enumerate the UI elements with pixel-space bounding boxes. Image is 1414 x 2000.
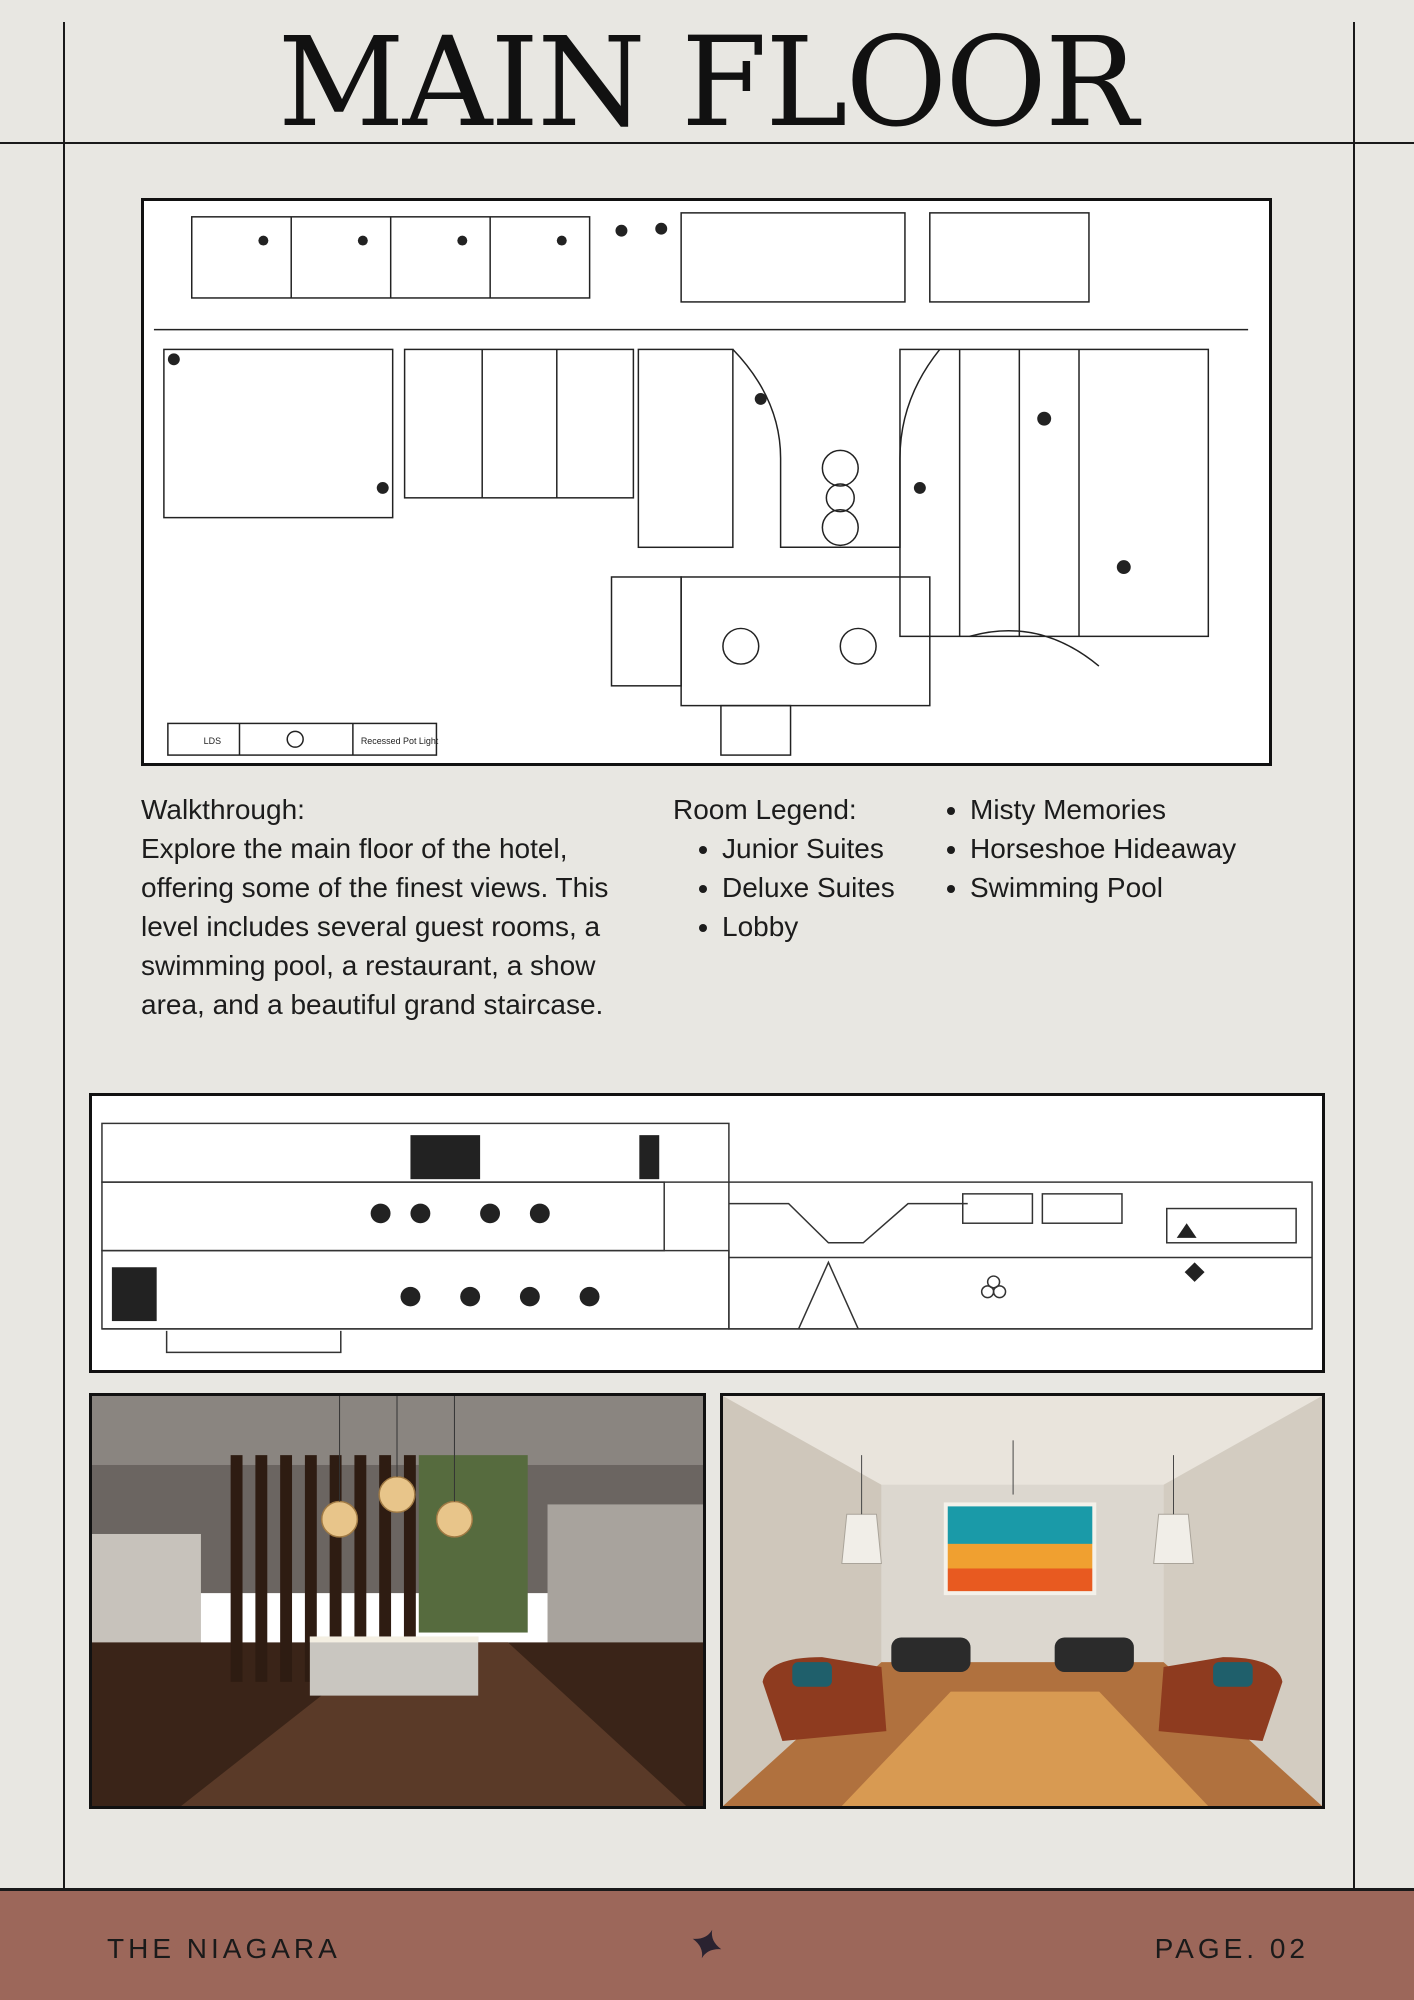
left-border-line — [63, 22, 65, 1890]
compass-star-icon — [688, 1925, 726, 1963]
legend-list-1 — [690, 829, 895, 946]
lounge-svg — [723, 1396, 1322, 1806]
lounge-rendering — [720, 1393, 1325, 1809]
floor-plan-svg — [144, 201, 1269, 763]
walkthrough-body: Explore the main floor of the hotel, offering some of the finest views. This level includes several guest rooms, a swimming pool, a restaurant, a show area, and a beautiful grand staircase. — [141, 833, 609, 1020]
page-title: MAIN FLOOR — [277, 11, 1137, 155]
plan-legend-label: Recessed Pot Light — [360, 736, 439, 747]
walkthrough-section — [141, 790, 661, 1024]
walkthrough-heading: Walkthrough: — [141, 794, 305, 825]
page-footer — [0, 1888, 1414, 2000]
legend-item: • Horseshoe Hideaway — [970, 829, 1236, 868]
legend-list-2 — [938, 790, 1236, 907]
legend-item: • Lobby — [722, 907, 895, 946]
footer-page-number: PAGE. 02 — [1154, 1933, 1309, 1964]
right-border-line — [1353, 22, 1355, 1890]
footer-brand: THE NIAGARA — [107, 1933, 341, 1964]
lobby-rendering — [89, 1393, 706, 1809]
section-elevation-drawing — [89, 1093, 1325, 1373]
floor-plan-drawing — [141, 198, 1272, 766]
legend-heading: Room Legend: — [673, 794, 857, 825]
plan-legend-code: LDS — [203, 736, 222, 747]
legend-item: • Swimming Pool — [970, 868, 1236, 907]
section-svg — [92, 1096, 1322, 1370]
legend-item: • Deluxe Suites — [722, 868, 895, 907]
lobby-svg — [92, 1396, 703, 1806]
legend-item: • Misty Memories — [970, 790, 1236, 829]
legend-item: • Junior Suites — [722, 829, 895, 868]
